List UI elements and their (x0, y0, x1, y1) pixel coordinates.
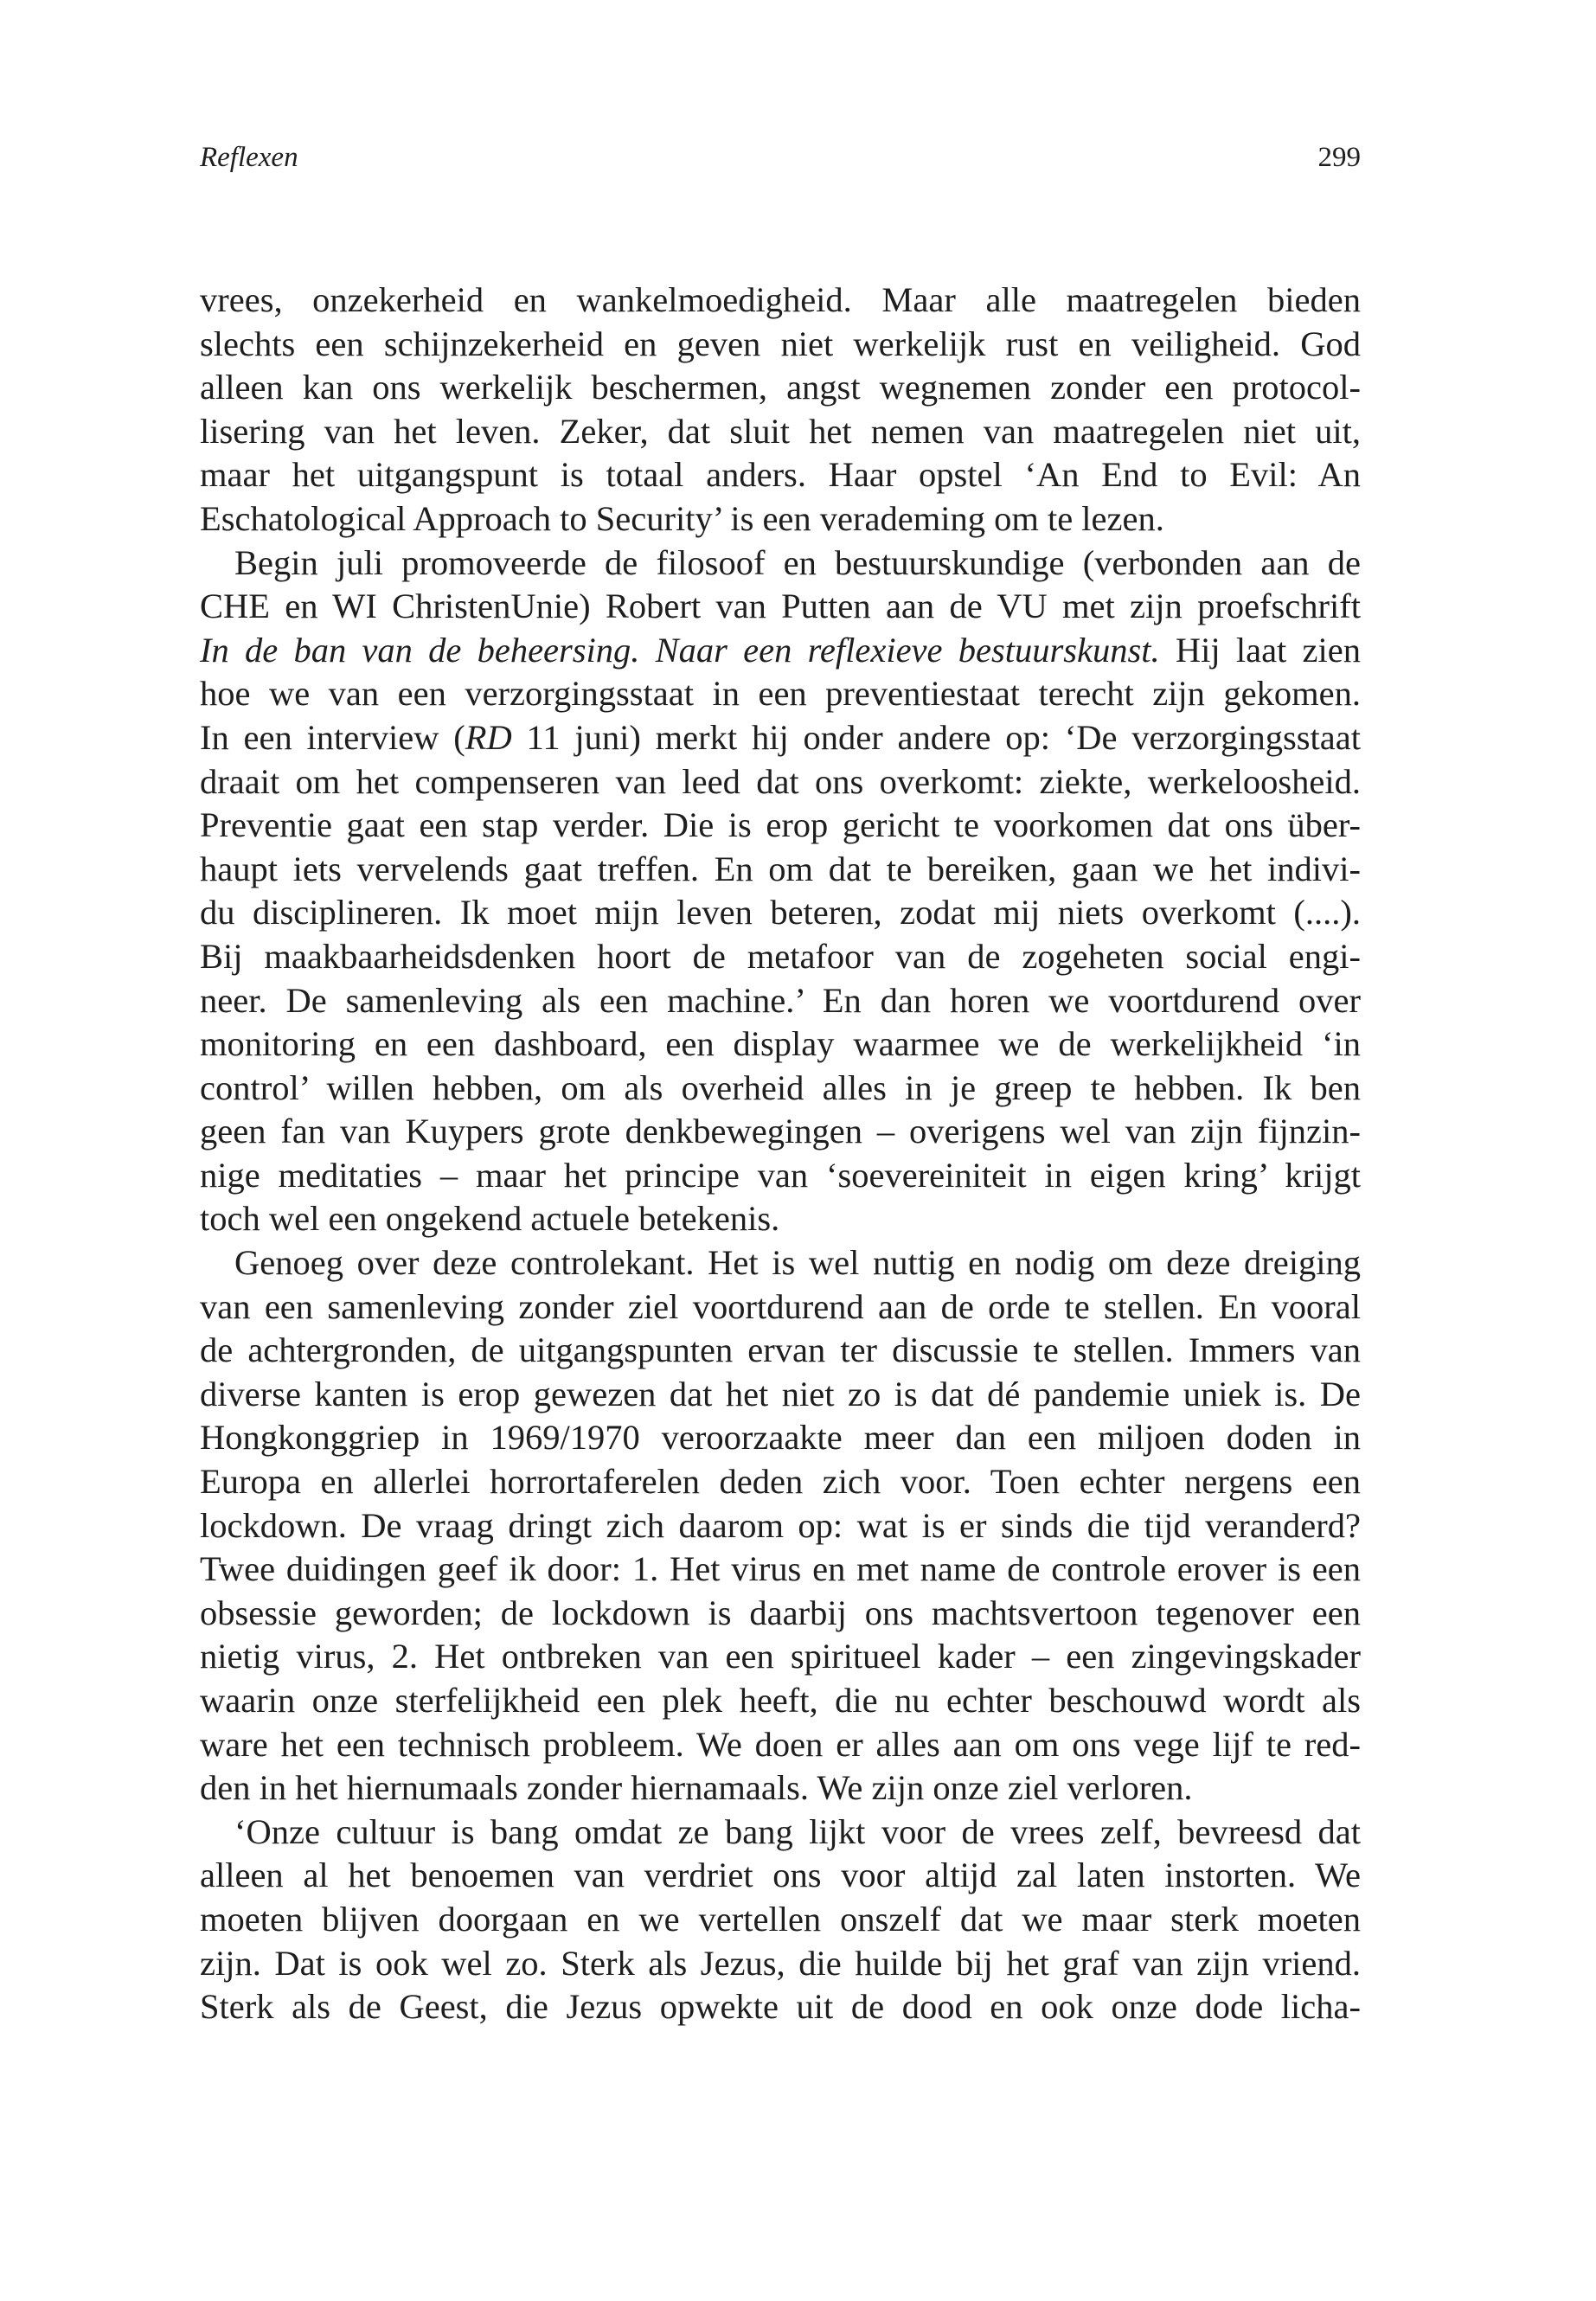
text-run: diverse kanten is erop gewezen dat het niet zo is dat dé pandemie uniek is. De (200, 1374, 1361, 1413)
text-run: zijn. Dat is ook wel zo. Sterk als Jezus, die huilde bij het graf van zijn vriend. (200, 1943, 1361, 1983)
text-run: Twee duidingen geef ik door: 1. Het virus en met name de controle erover is een (200, 1549, 1361, 1589)
text-line (200, 629, 1361, 673)
text-line (200, 1592, 1361, 1636)
text-line (200, 1548, 1361, 1592)
text-run: toch wel een ongekend actuele betekenis. (200, 1199, 780, 1239)
text-run: 11 juni) merkt hij onder andere op: ‘De verzorgingsstaat (511, 717, 1361, 757)
text-line (200, 979, 1361, 1023)
paragraph (200, 1811, 1361, 2029)
paragraph (200, 1241, 1361, 1811)
running-header (200, 138, 1361, 176)
text-run: nietig virus, 2. Het ontbreken van een spiritueel kader – een zingevingskader (200, 1637, 1361, 1676)
text-run: Bij maakbaarheidsdenken hoort de metafoor van de zogeheten social engi- (200, 936, 1361, 976)
text-line (200, 1329, 1361, 1373)
body-text (200, 279, 1361, 2029)
text-line (200, 1898, 1361, 1942)
text-run: slechts een schijnzekerheid en geven niet werkelijk rust en veiligheid. God (200, 324, 1361, 363)
text-line (200, 1373, 1361, 1417)
text-line (200, 453, 1361, 497)
text-line (200, 1635, 1361, 1679)
text-run: Sterk als de Geest, die Jezus opwekte uit de dood en ook onze dode licha- (200, 1987, 1361, 2027)
text-run: CHE en WI ChristenUnie) Robert van Putten aan de VU met zijn proefschrift (200, 586, 1361, 626)
text-line (200, 1985, 1361, 2029)
text-line (200, 1723, 1361, 1767)
text-run: lisering van het leven. Zeker, dat sluit het nemen van maatregelen niet uit, (200, 411, 1361, 451)
text-run: moeten blijven doorgaan en we vertellen onszelf dat we maar sterk moeten (200, 1899, 1361, 1939)
text-run: alleen al het benoemen van verdriet ons voor altijd zal laten instorten. We (200, 1856, 1361, 1895)
text-line (200, 1811, 1361, 1855)
text-line (200, 1110, 1361, 1154)
text-line (200, 410, 1361, 454)
text-line (200, 1067, 1361, 1111)
text-run: monitoring en een dashboard, een display waarmee we de werkelijkheid ‘in (200, 1024, 1361, 1064)
text-run: Begin juli promoveerde de filosoof en bestuurskundige (verbonden aan de (234, 542, 1361, 582)
text-run: van een samenleving zonder ziel voortdurend aan de orde te stellen. En vooral (200, 1286, 1361, 1326)
text-run: Eschatological Approach to Security’ is een verademing om te lezen. (200, 498, 1164, 538)
text-run: lockdown. De vraag dringt zich daarom op: wat is er sinds die tijd veranderd? (200, 1505, 1361, 1545)
text-run: draait om het compenseren van leed dat ons overkomt: ziekte, werkeloosheid. (200, 761, 1361, 801)
text-run: Hongkonggriep in 1969/1970 veroorzaakte meer dan een miljoen doden in (200, 1418, 1361, 1458)
text-line (200, 279, 1361, 323)
text-run: haupt iets vervelends gaat treffen. En om dat te bereiken, gaan we het indivi- (200, 849, 1361, 888)
text-line (200, 1022, 1361, 1067)
text-line (200, 716, 1361, 760)
text-line (200, 804, 1361, 848)
text-run: Genoeg over deze controlekant. Het is wel nuttig en nodig om deze dreiging (234, 1243, 1361, 1283)
text-run: ware het een technisch probleem. We doen er alles aan om ons vege lijf te red- (200, 1724, 1361, 1764)
text-line (200, 1460, 1361, 1504)
text-line (200, 1285, 1361, 1330)
text-line (200, 1416, 1361, 1460)
text-run: alleen kan ons werkelijk beschermen, angst wegnemen zonder een protocol- (200, 368, 1361, 407)
text-run: obsessie geworden; de lockdown is daarbij ons machtsvertoon tegenover een (200, 1593, 1361, 1632)
text-run: geen fan van Kuypers grote denkbewegingen – overigens wel van zijn fijnzin- (200, 1112, 1361, 1151)
text-run: du disciplineren. Ik moet mijn leven beteren, zodat mij niets overkomt (....). (200, 893, 1361, 933)
text-line (200, 366, 1361, 410)
text-line (200, 1197, 1361, 1241)
text-line (200, 1854, 1361, 1898)
text-line (200, 848, 1361, 892)
text-run: de achtergronden, de uitgangspunten ervan ter discussie te stellen. Immers van (200, 1330, 1361, 1370)
text-line (200, 497, 1361, 542)
text-line (200, 542, 1361, 586)
text-run: Preventie gaat een stap verder. Die is erop gericht te voorkomen dat ons über- (200, 805, 1361, 845)
text-run: neer. De samenleving als een machine.’ En dan horen we voortdurend over (200, 980, 1361, 1020)
text-line (200, 1942, 1361, 1986)
text-line (200, 1241, 1361, 1285)
italic-title: RD (465, 717, 512, 757)
text-line (200, 672, 1361, 716)
text-run: hoe we van een verzorgingsstaat in een preventiestaat terecht zijn gekomen. (200, 674, 1361, 714)
text-line (200, 760, 1361, 804)
text-line (200, 935, 1361, 979)
text-run: Hij laat zien (1159, 630, 1361, 670)
paragraph (200, 279, 1361, 542)
text-run: waarin onze sterfelijkheid een plek heeft, die nu echter beschouwd wordt als (200, 1681, 1361, 1720)
text-run: Europa en allerlei horrortaferelen deden zich voor. Toen echter nergens een (200, 1462, 1361, 1502)
page-number: 299 (1317, 142, 1361, 173)
italic-title: In de ban van de beheersing. Naar een reflexieve bestuurskunst. (200, 630, 1160, 670)
text-line (200, 585, 1361, 629)
text-line (200, 1766, 1361, 1811)
text-line (200, 323, 1361, 367)
text-line (200, 1679, 1361, 1723)
text-run: vrees, onzekerheid en wankelmoedigheid. Maar alle maatregelen bieden (200, 280, 1361, 319)
text-run: nige meditaties – maar het principe van ‘soevereiniteit in eigen kring’ krijgt (200, 1155, 1361, 1195)
text-run: In een interview ( (200, 717, 465, 757)
text-run: ‘Onze cultuur is bang omdat ze bang lijkt voor de vrees zelf, bevreesd dat (234, 1811, 1361, 1851)
text-line (200, 1504, 1361, 1548)
running-title: Reflexen (200, 142, 298, 173)
text-run: control’ willen hebben, om als overheid alles in je greep te hebben. Ik ben (200, 1067, 1361, 1107)
text-line (200, 891, 1361, 935)
paragraph (200, 542, 1361, 1242)
text-run: den in het hiernumaals zonder hiernamaals. We zijn onze ziel verloren. (200, 1768, 1193, 1808)
text-line (200, 1154, 1361, 1198)
text-run: maar het uitgangspunt is totaal anders. Haar opstel ‘An End to Evil: An (200, 455, 1361, 495)
